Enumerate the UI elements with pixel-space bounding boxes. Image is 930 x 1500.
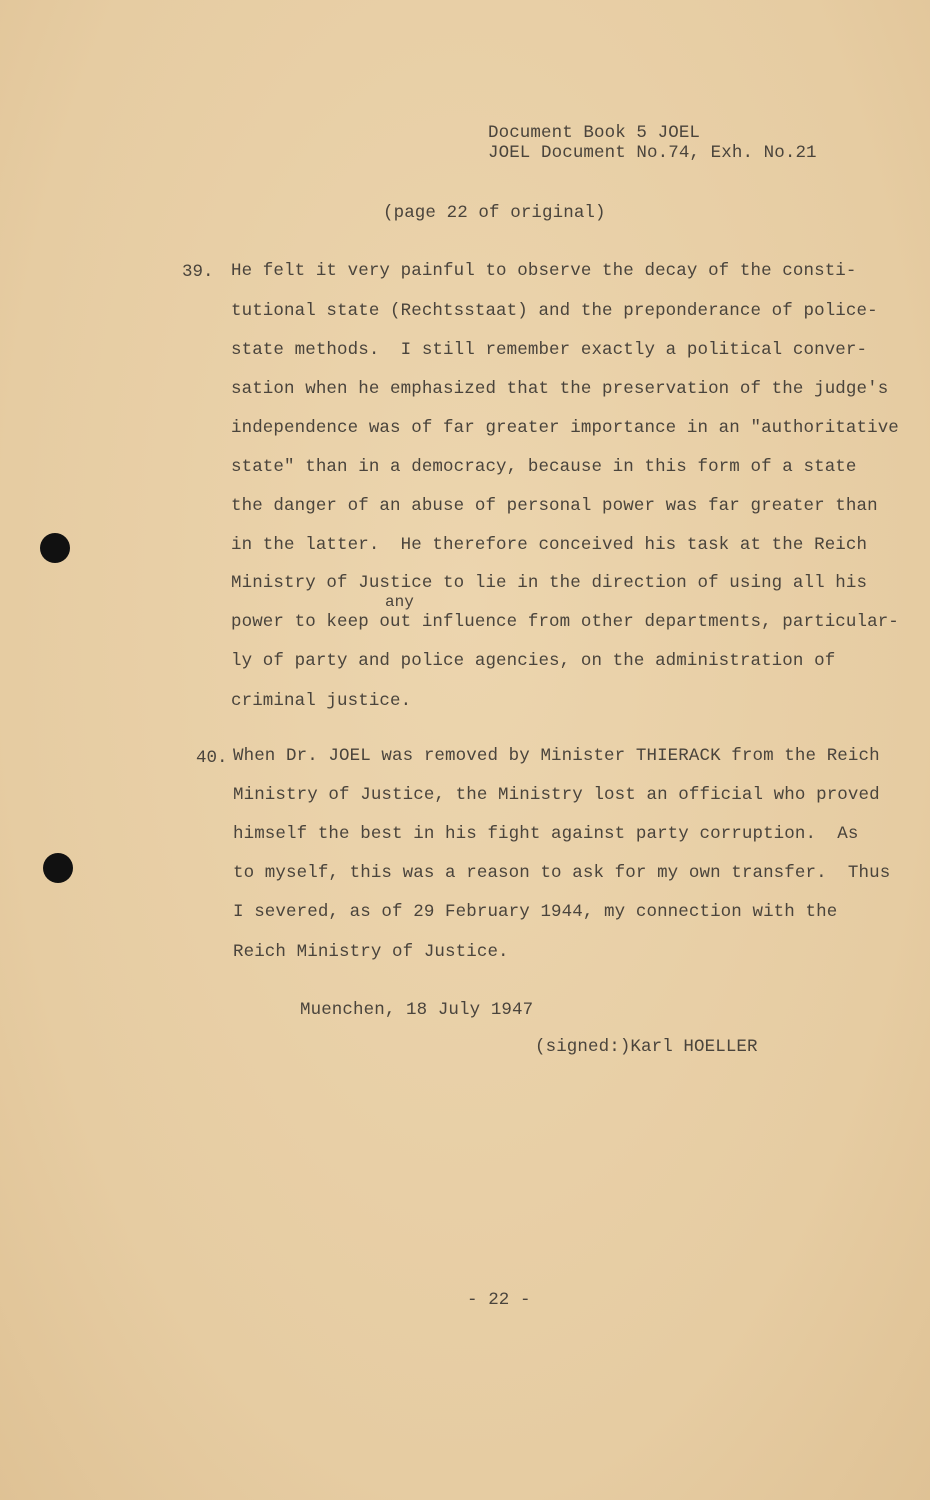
text-line: I severed, as of 29 February 1944, my connection with the — [233, 902, 838, 922]
text-line: in the latter. He therefore conceived his task at the Reich — [231, 535, 868, 555]
paragraph-number: 39. — [182, 262, 214, 282]
text-line: When Dr. JOEL was removed by Minister THIERACK from the Reich — [233, 746, 880, 766]
text-line: himself the best in his fight against party corruption. As — [233, 824, 859, 844]
signature: (signed:)Karl HOELLER — [535, 1037, 758, 1057]
handwritten-insertion: any — [385, 593, 414, 611]
paragraph-number: 40. — [196, 748, 228, 768]
text-line: Ministry of Justice to lie in the direction of using all his — [231, 573, 868, 593]
punch-hole — [40, 533, 70, 563]
text-line: tutional state (Rechtsstaat) and the preponderance of police- — [231, 301, 878, 321]
punch-hole — [43, 853, 73, 883]
text-line: to myself, this was a reason to ask for my own transfer. Thus — [233, 863, 891, 883]
text-line: criminal justice. — [231, 691, 412, 711]
header-line-1: Document Book 5 JOEL — [488, 123, 701, 143]
text-line: Reich Ministry of Justice. — [233, 942, 509, 962]
text-line: He felt it very painful to observe the decay of the consti- — [231, 261, 857, 281]
text-line: state methods. I still remember exactly a political conver- — [231, 340, 868, 360]
text-line: independence was of far greater importance in an "authoritative — [231, 418, 899, 438]
text-line: ly of party and police agencies, on the administration of — [231, 651, 836, 671]
text-line: power to keep out influence from other departments, particular- — [231, 612, 899, 632]
text-line: sation when he emphasized that the preservation of the judge's — [231, 379, 889, 399]
text-line: Ministry of Justice, the Ministry lost an official who proved — [233, 785, 880, 805]
text-line: state" than in a democracy, because in this form of a state — [231, 457, 857, 477]
page-number: - 22 - — [467, 1290, 531, 1310]
header-line-2: JOEL Document No.74, Exh. No.21 — [488, 143, 817, 163]
place-date: Muenchen, 18 July 1947 — [300, 1000, 534, 1020]
text-line: the danger of an abuse of personal power was far greater than — [231, 496, 878, 516]
page-note: (page 22 of original) — [383, 203, 606, 223]
